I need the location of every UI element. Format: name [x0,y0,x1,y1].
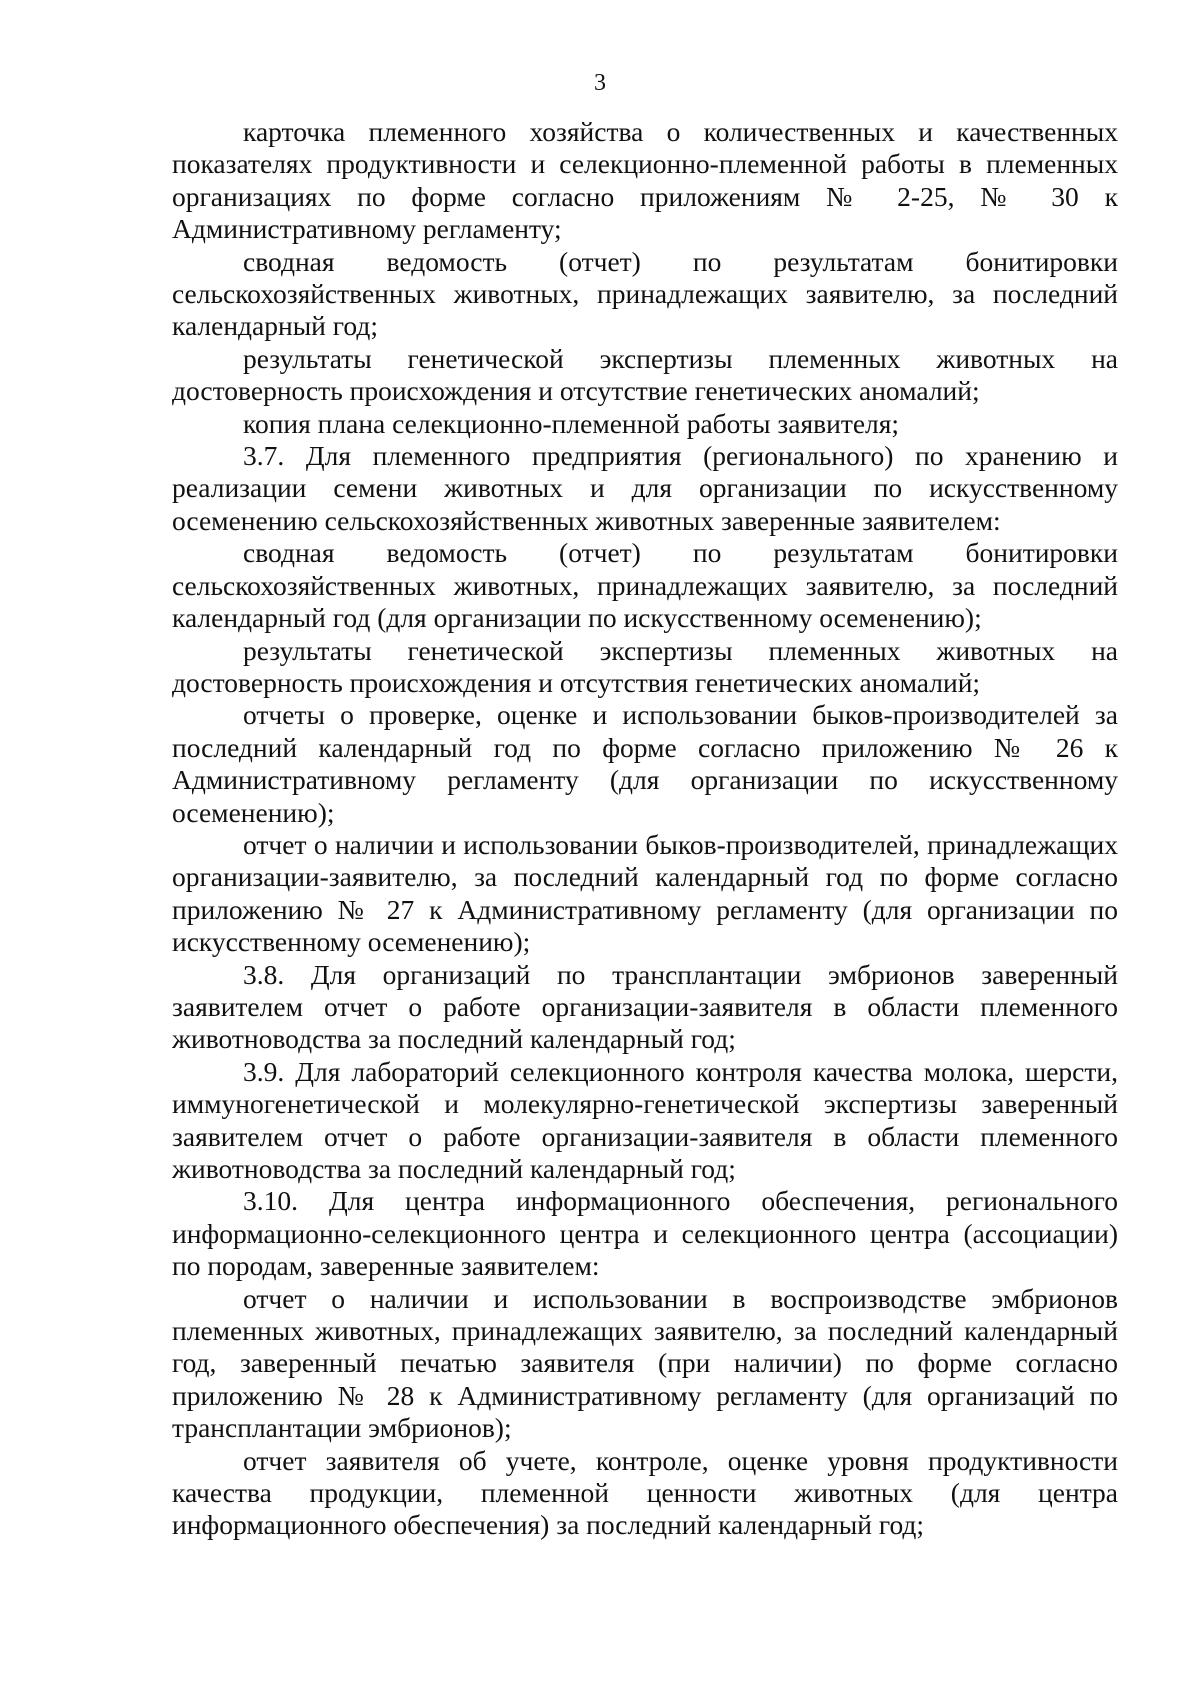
paragraph-section-3-8: 3.8. Для организаций по трансплантации эмбрионов заверенный заявителем отчет о работе организации-заявителя в области племенного животноводства за последний календарный год; [172,958,1118,1055]
paragraph-breeding-farm-card: карточка племенного хозяйства о количественных и качественных показателях продуктивности и селекционно-племенной работы в племенных организациях по форме согласно приложениям № 2-25, № 30 к Административному регламенту; [172,116,1118,245]
paragraph-bonitation-summary-insemination: сводная ведомость (отчет) по результатам бонитировки сельскохозяйственных животных, принадлежащих заявителю, за последний календарный год (для организации по искусственному осеменению); [172,537,1118,634]
paragraph-bonitation-summary: сводная ведомость (отчет) по результатам бонитировки сельскохозяйственных животных, принадлежащих заявителю, за последний календарный год; [172,245,1118,342]
paragraph-genetic-expertise: результаты генетической экспертизы племенных животных на достоверность происхождения и отсутствие генетических аномалий; [172,342,1118,407]
paragraph-productivity-report: отчет заявителя об учете, контроле, оценке уровня продуктивности качества продукции, племенной ценности животных (для центра информационного обеспечения) за последний календарный год; [172,1444,1118,1541]
paragraph-section-3-10: 3.10. Для центра информационного обеспечения, регионального информационно-селекционного центра и селекционного центра (ассоциации) по породам, заверенные заявителем: [172,1185,1118,1282]
paragraph-section-3-7: 3.7. Для племенного предприятия (регионального) по хранению и реализации семени животных и для организации по искусственному осеменению сельскохозяйственных животных заверенные заявителем: [172,440,1118,536]
paragraph-section-3-9: 3.9. Для лабораторий селекционного контроля качества молока, шерсти, иммуногенетической и молекулярно-генетической экспертизы заверенный заявителем отчет о работе организации-заявителя в области племенного животноводства за последний календарный год; [172,1055,1118,1184]
paragraph-breeding-plan-copy: копия плана селекционно-племенной работы заявителя; [243,407,900,439]
paragraph-bull-usage-report: отчет о наличии и использовании быков-производителей, принадлежащих организации-заявителю, за последний календарный год по форме согласно приложению № 27 к Административному регламенту (для организации по искусственному осеменению); [172,828,1118,958]
document-body [172,116,1118,1542]
paragraph-embryo-report: отчет о наличии и использовании в воспроизводстве эмбрионов племенных животных, принадлежащих заявителю, за последний календарный год, заверенный печатью заявителя (при наличии) по форме согласно приложению № 28 к Административному регламенту (для организаций по трансплантации эмбрионов); [172,1282,1118,1444]
paragraph-bull-evaluation-reports: отчеты о проверке, оценке и использовании быков-производителей за последний календарный год по форме согласно приложению № 26 к Административному регламенту (для организации по искусственному осеменению); [172,699,1118,828]
paragraph-genetic-expertise-insemination: результаты генетической экспертизы племенных животных на достоверность происхождения и отсутствия генетических аномалий; [172,634,1118,698]
page-number: 3 [594,70,606,96]
